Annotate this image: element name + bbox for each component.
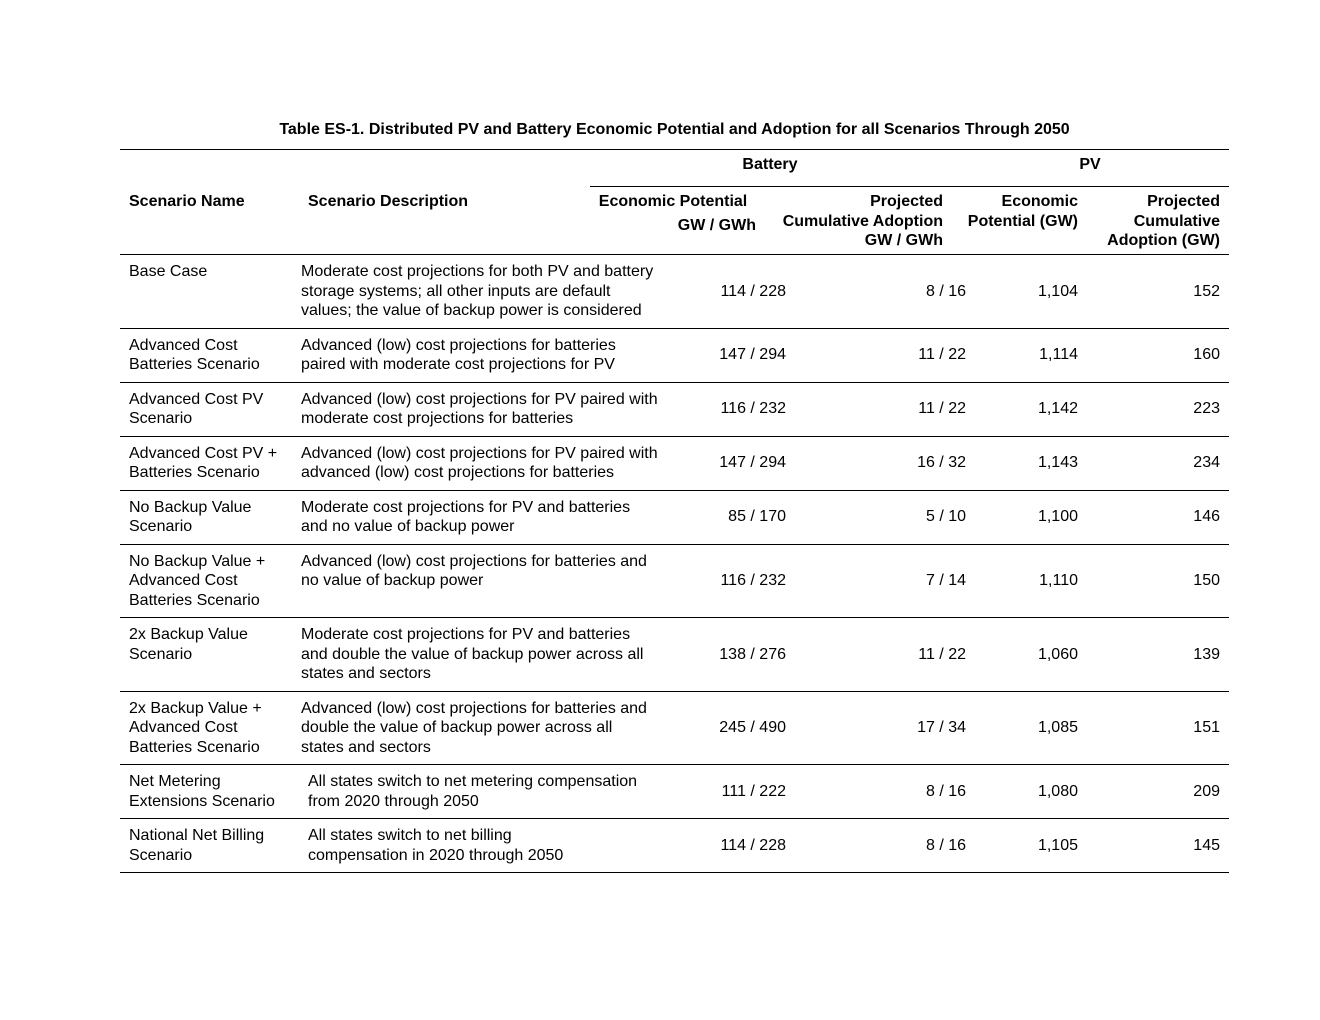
scenario-name-cell-line: Scenario [129,518,193,535]
scenario-description-cell-line: Advanced (low) cost projections for PV paired with [301,444,658,462]
pv-economic-potential-cell: 1,110 [1039,572,1078,589]
scenario-description-cell-line: compensation in 2020 through 2050 [308,846,564,864]
battery-projected-adoption-cell: 17 / 34 [917,719,966,736]
scenario-name-cell-line: No Backup Value + [129,552,266,570]
battery-economic-potential-cell: 116 / 232 [720,572,786,589]
scenario-name-cell [129,444,277,483]
scenario-description-cell-line: Advanced (low) cost projections for PV paired with [301,390,658,408]
battery-economic-potential-cell: 138 / 276 [719,645,786,663]
pv-projected-adoption-cell: 234 [1193,454,1220,472]
scenario-description-cell-line: from 2020 through 2050 [308,792,479,810]
row-rule [120,436,1229,437]
header-line: Economic [1001,193,1078,210]
scenario-name-cell [129,336,260,375]
scenario-description-cell-line: double the value of backup power across all [301,719,613,736]
pv-projected-adoption-cell: 151 [1193,719,1220,736]
pv-economic-potential-cell: 1,100 [1037,508,1078,526]
battery-economic-potential-cell: 111 / 222 [721,782,786,800]
header-bottom-rule [120,254,1229,255]
scenario-description-cell [301,552,647,591]
scenario-description-cell [308,772,637,811]
scenario-description-cell-line: Advanced (low) cost projections for batteries and [301,699,647,717]
pv-economic-potential-cell: 1,105 [1037,836,1078,854]
battery-projected-adoption-cell: 5 / 10 [925,508,966,526]
scenario-description-cell-line: and double the value of backup power across all [301,645,644,663]
scenario-description-cell-line: paired with moderate cost projections for PV [301,356,615,373]
pv-economic-potential-cell: 1,085 [1037,719,1078,736]
scenario-description-cell [301,390,658,429]
scenario-description-cell-line: All states switch to net metering compensation [308,773,638,790]
scenario-description-cell-line: storage systems; all other inputs are default [301,282,611,300]
battery-economic-potential-cell: 116 / 232 [720,400,786,418]
row-rule [120,382,1229,383]
battery-projected-adoption-cell: 16 / 32 [917,454,966,472]
header-line: Adoption (GW) [1107,232,1220,249]
pv-projected-adoption-cell: 160 [1193,346,1220,364]
pv-economic-potential-cell: 1,104 [1037,282,1078,300]
scenario-description-cell-line: values; the value of backup power is considered [301,302,642,319]
scenario-name-cell-line: Net Metering [129,773,221,790]
pv-projected-adoption-cell: 139 [1193,645,1220,663]
header-scenario-description: Scenario Description [308,193,469,210]
battery-projected-adoption-cell: 8 / 16 [925,836,966,854]
scenario-name-cell-line: Advanced Cost PV [129,390,264,408]
battery-projected-adoption-cell: 11 / 22 [918,346,966,364]
scenario-name-cell-line: National Net Billing [129,827,265,844]
row-rule [120,764,1229,765]
battery-economic-potential-cell: 245 / 490 [719,719,786,736]
scenario-name-cell-line: Advanced Cost PV + [129,444,278,462]
battery-economic-potential-cell: 114 / 228 [720,282,786,300]
scenario-name-cell-line: Scenario [129,410,193,427]
battery-projected-adoption-cell: 8 / 16 [925,282,966,300]
battery-projected-adoption-cell: 11 / 22 [918,400,966,418]
battery-projected-adoption-cell: 11 / 22 [918,645,966,663]
scenario-description-cell [301,444,658,483]
battery-economic-potential-cell: 114 / 228 [720,836,786,854]
header-line: Projected [870,193,943,210]
scenario-name-cell [129,772,275,811]
header-battery-economic-potential [590,192,756,235]
row-rule [120,691,1229,692]
battery-economic-potential-cell: 147 / 294 [719,346,786,364]
pv-economic-potential-cell: 1,143 [1037,454,1078,472]
scenario-name-cell-line: Base Case [129,263,208,280]
scenario-name-cell-line: No Backup Value [129,498,252,516]
row-rule [120,617,1229,618]
pv-projected-adoption-cell: 150 [1193,572,1220,589]
scenario-name-cell-line: Scenario [129,846,193,864]
pv-economic-potential-cell: 1,080 [1037,782,1078,800]
pv-projected-adoption-cell: 152 [1193,282,1220,300]
scenario-name-cell [129,498,251,537]
pv-projected-adoption-cell: 146 [1193,508,1220,526]
scenario-description-cell-line: All states switch to net billing [308,827,512,844]
scenario-description-cell [301,262,653,321]
scenario-name-cell [129,552,265,611]
pv-economic-potential-cell: 1,060 [1037,645,1078,663]
row-rule [120,328,1229,329]
header-line: Cumulative Adoption [782,212,943,230]
header-scenario-name: Scenario Name [129,193,245,210]
scenario-name-cell-line: 2x Backup Value + [129,699,262,717]
table-title: Table ES-1. Distributed PV and Battery Economic Potential and Adoption for all Scenarios Through 2050 [279,121,1070,138]
battery-projected-adoption-cell: 7 / 14 [925,572,966,589]
scenario-description-cell-line: states and sectors [301,738,431,756]
scenario-description-cell-line: Advanced (low) cost projections for batteries [301,336,616,354]
scenario-description-cell [308,826,563,865]
row-rule [120,818,1229,819]
pv-projected-adoption-cell: 145 [1193,836,1220,854]
scenario-name-cell-line: Advanced Cost [129,336,238,354]
header-battery-projected-adoption [760,192,943,251]
scenario-name-cell-line: Advanced Cost [129,572,238,589]
scenario-name-cell-line: Batteries Scenario [129,738,260,756]
group-header-rule [590,186,1229,187]
scenario-description-cell-line: no value of backup power [301,572,484,589]
scenario-name-cell [129,262,207,282]
scenario-name-cell-line: Scenario [129,645,193,663]
header-pv-projected-adoption [1080,192,1220,251]
scenario-name-cell [129,625,248,664]
scenario-name-cell-line: Extensions Scenario [129,792,275,810]
scenario-name-cell [129,826,264,865]
header-line: GW / GWh [864,232,943,249]
row-rule [120,544,1229,545]
pv-projected-adoption-cell: 209 [1193,782,1220,800]
header-line: Projected [1147,193,1220,210]
row-rule [120,490,1229,491]
scenario-description-cell [301,699,647,758]
scenario-name-cell-line: Advanced Cost [129,719,238,736]
header-line: Economic Potential [598,193,748,210]
scenario-name-cell [129,699,262,758]
scenario-description-cell-line: moderate cost projections for batteries [301,410,574,427]
header-line: Potential (GW) [967,212,1078,230]
scenario-description-cell-line: Advanced (low) cost projections for batteries and [301,552,647,570]
pv-economic-potential-cell: 1,114 [1039,346,1078,364]
scenario-description-cell-line: advanced (low) cost projections for batteries [301,464,615,481]
scenario-name-cell-line: Batteries Scenario [129,356,260,373]
scenario-name-cell-line: Batteries Scenario [129,464,260,481]
scenario-name-cell [129,390,263,429]
header-line: GW / GWh [677,216,756,234]
battery-economic-potential-cell: 85 / 170 [728,508,786,526]
pv-economic-potential-cell: 1,142 [1037,400,1078,418]
scenario-description-cell-line: Moderate cost projections for both PV and battery [301,263,654,280]
battery-economic-potential-cell: 147 / 294 [719,454,786,472]
pv-projected-adoption-cell: 223 [1193,400,1220,418]
group-header-pv: PV [1079,156,1101,173]
scenario-description-cell-line: Moderate cost projections for PV and batteries [301,626,631,643]
scenario-description-cell-line: and no value of backup power [301,518,515,535]
scenario-description-cell [301,625,643,684]
scenario-name-cell-line: Batteries Scenario [129,591,260,609]
scenario-description-cell [301,498,630,537]
table-top-rule [120,149,1229,150]
scenario-name-cell-line: 2x Backup Value [129,626,248,643]
header-line: Cumulative [1133,212,1220,230]
scenario-description-cell [301,336,616,375]
row-rule [120,872,1229,873]
scenario-description-cell-line: Moderate cost projections for PV and batteries [301,498,631,516]
group-header-battery: Battery [742,156,798,173]
battery-projected-adoption-cell: 8 / 16 [925,782,966,800]
header-pv-economic-potential [950,192,1078,231]
scenario-description-cell-line: states and sectors [301,665,431,682]
